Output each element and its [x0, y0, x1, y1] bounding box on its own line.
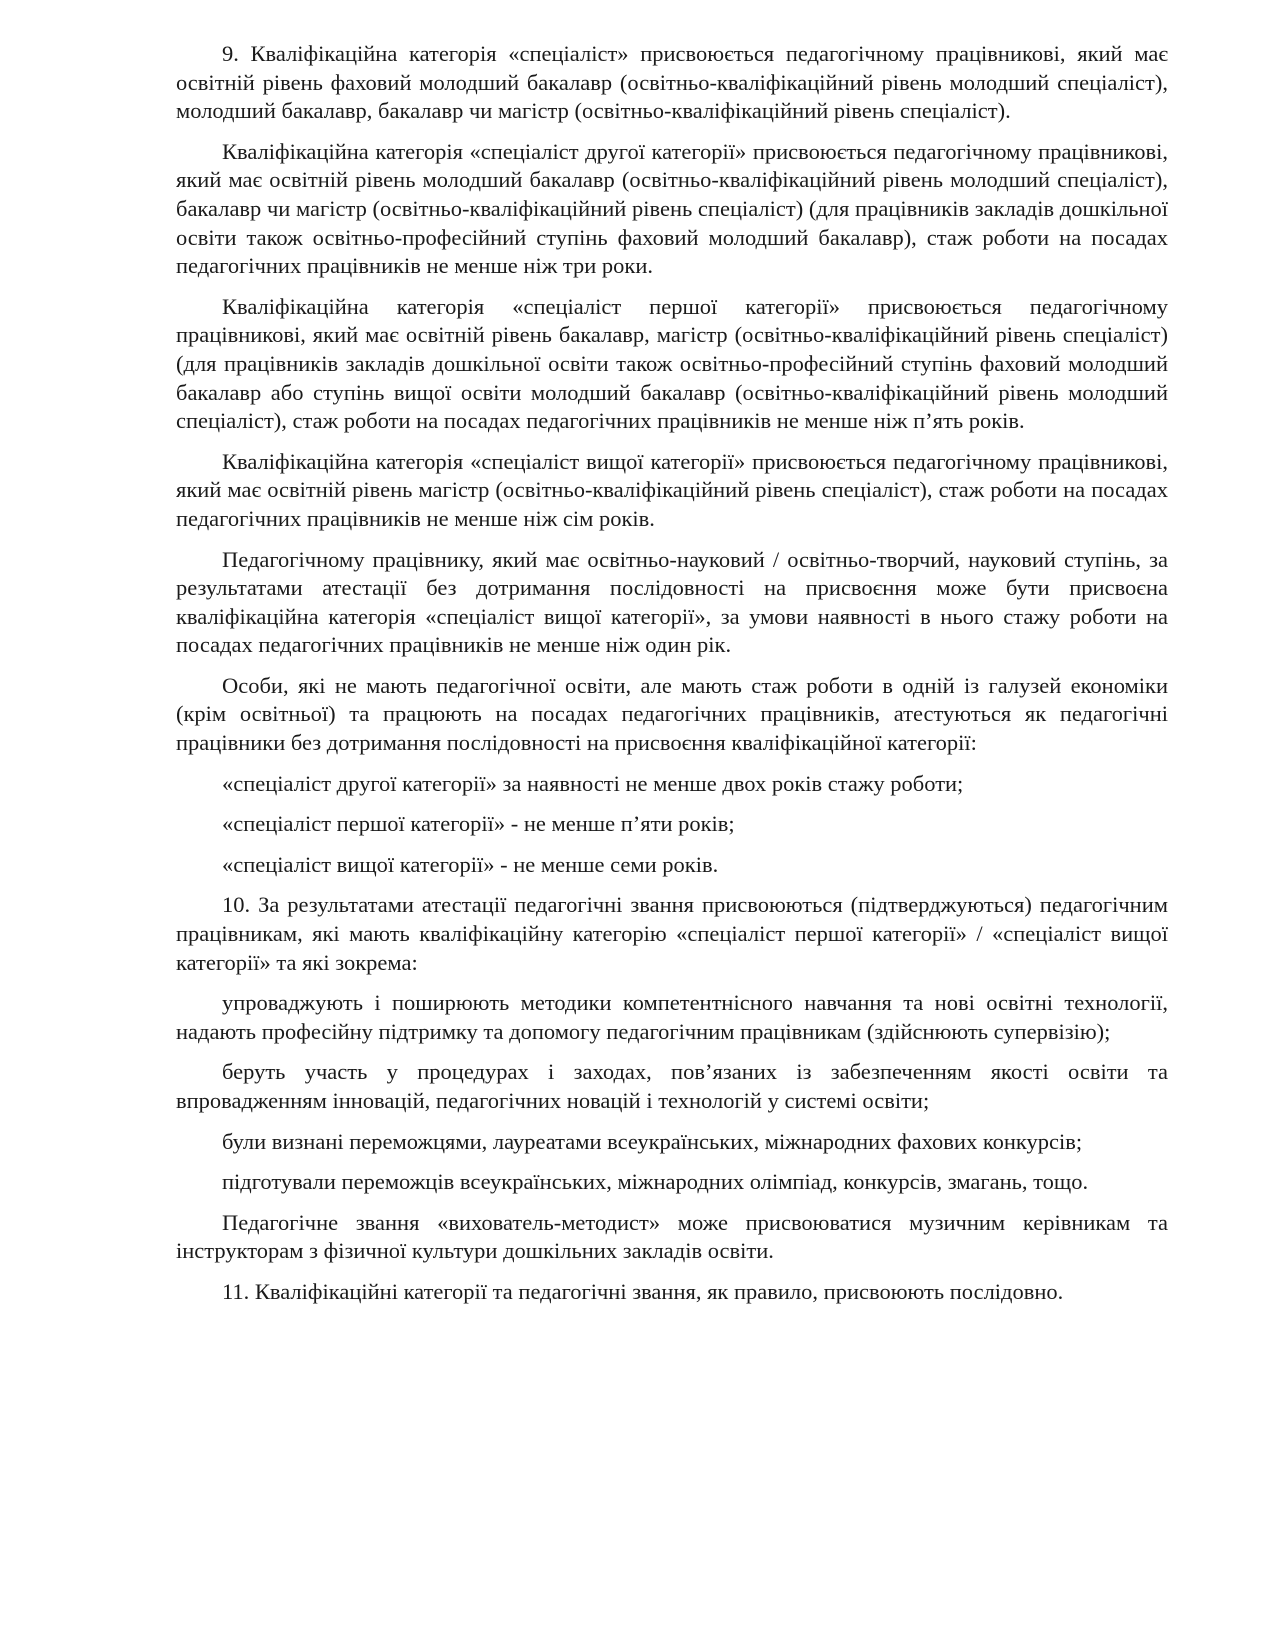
list-item-first-category: «спеціаліст першої категорії» - не менше п’яти років;	[222, 811, 735, 837]
paragraph-scientific-degree: Педагогічному працівнику, який має освітньо-науковий / освітньо-творчий, науковий ступінь, за результатами атестації без дотримання послідовності на присвоєння може бути присвоєна кваліфікаційна категорія «спеціаліст вищої категорії», за умови наявності в нього стажу роботи на посадах педагогічних працівників не менше ніж один рік.	[176, 546, 1168, 658]
paragraph-first-category: Кваліфікаційна категорія «спеціаліст першої категорії» присвоюється педагогічному працівникові, який має освітній рівень бакалавр, магістр (освітньо-кваліфікаційний рівень спеціаліст) (для працівників закладів дошкільної освіти також освітньо-професійний ступінь фаховий молодший бакалавр або ступінь вищої освіти молодший бакалавр (освітньо-кваліфікаційний рівень молодший спеціаліст), стаж роботи на посадах педагогічних працівників не менше ніж п’ять років.	[176, 293, 1168, 434]
paragraph-second-category: Кваліфікаційна категорія «спеціаліст другої категорії» присвоюється педагогічному працівникові, який має освітній рівень молодший бакалавр (освітньо-кваліфікаційний рівень молодший спеціаліст), бакалавр чи магістр (освітньо-кваліфікаційний рівень спеціаліст) (для працівників закладів дошкільної освіти також освітньо-професійний ступінь фаховий молодший бакалавр), стаж роботи на посадах педагогічних працівників не менше ніж три роки.	[176, 138, 1168, 279]
list-item-quality: беруть участь у процедурах і заходах, пов’язаних із забезпеченням якості освіти та впровадженням інновацій, педагогічних новацій і технологій у системі освіти;	[176, 1059, 1168, 1113]
paragraph-9-specialist: 9. Кваліфікаційна категорія «спеціаліст» присвоюється педагогічному працівникові, який має освітній рівень фаховий молодший бакалавр (освітньо-кваліфікаційний рівень молодший спеціаліст), молодший бакалавр, бакалавр чи магістр (освітньо-кваліфікаційний рівень спеціаліст).	[176, 41, 1168, 124]
list-item-highest-category: «спеціаліст вищої категорії» - не менше семи років.	[222, 851, 719, 877]
paragraph-no-pedagogical-education: Особи, які не мають педагогічної освіти, але мають стаж роботи в одній із галузей економіки (крім освітньої) та працюють на посадах педагогічних працівників, атестуються як педагогічні працівники без дотримання послідовності на присвоєння кваліфікаційної категорії:	[176, 672, 1168, 756]
document-body	[176, 40, 1168, 1307]
list-item-second-category: «спеціаліст другої категорії» за наявності не менше двох років стажу роботи;	[222, 770, 964, 796]
paragraph-11-sequence: 11. Кваліфікаційні категорії та педагогічні звання, як правило, присвоюють послідовно.	[222, 1278, 1064, 1304]
paragraph-educator-methodist: Педагогічне звання «вихователь-методист» може присвоюватися музичним керівникам та інструкторам з фізичної культури дошкільних закладів освіти.	[176, 1209, 1168, 1264]
list-item-prepared-winners: підготували переможців всеукраїнських, міжнародних олімпіад, конкурсів, змагань, тощо.	[222, 1169, 1089, 1195]
list-item-methods: упроваджують і поширюють методики компетентнісного навчання та нові освітні технології, надають професійну підтримку та допомогу педагогічним працівникам (здійснюють супервізію);	[176, 990, 1168, 1044]
paragraph-highest-category: Кваліфікаційна категорія «спеціаліст вищої категорії» присвоюється педагогічному працівникові, який має освітній рівень магістр (освітньо-кваліфікаційний рівень спеціаліст), стаж роботи на посадах педагогічних працівників не менше ніж сім років.	[176, 448, 1168, 531]
list-item-winners: були визнані переможцями, лауреатами всеукраїнських, міжнародних фахових конкурсів;	[222, 1128, 1083, 1154]
paragraph-10-titles: 10. За результатами атестації педагогічні звання присвоюються (підтверджуються) педагогічним працівникам, які мають кваліфікаційну категорію «спеціаліст першої категорії» / «спеціаліст вищої категорії» та які зокрема:	[176, 892, 1168, 975]
